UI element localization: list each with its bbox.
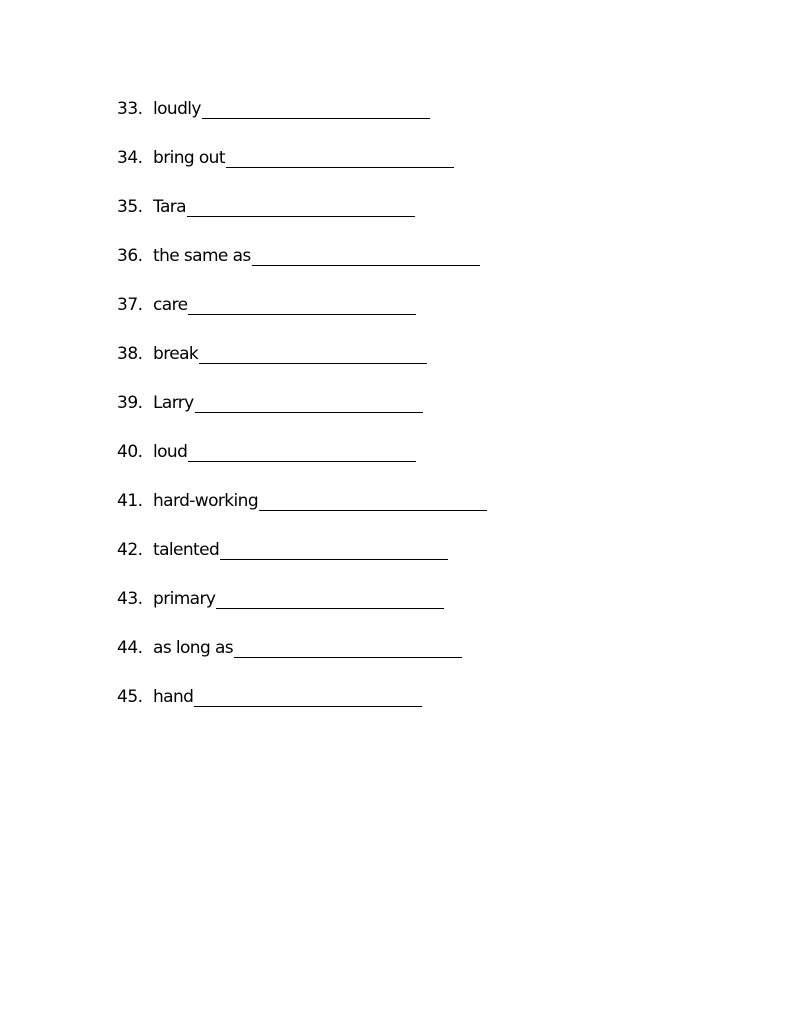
list-item xyxy=(117,685,487,734)
item-word: Larry xyxy=(153,393,194,413)
item-number: 44. xyxy=(117,638,143,658)
list-item xyxy=(117,97,487,146)
item-word: loud xyxy=(153,442,188,462)
list-item xyxy=(117,587,487,636)
item-number: 35. xyxy=(117,197,143,217)
item-word: hand xyxy=(153,687,194,707)
item-number: 45. xyxy=(117,687,143,707)
item-word: care xyxy=(153,295,188,315)
answer-blank[interactable] xyxy=(252,244,480,266)
answer-blank[interactable] xyxy=(199,342,427,364)
answer-blank[interactable] xyxy=(216,587,444,609)
item-word: talented xyxy=(153,540,220,560)
answer-blank[interactable] xyxy=(259,489,487,511)
list-item xyxy=(117,391,487,440)
item-number: 43. xyxy=(117,589,143,609)
answer-blank[interactable] xyxy=(188,440,416,462)
item-word: the same as xyxy=(153,246,251,266)
item-word: as long as xyxy=(153,638,234,658)
list-item xyxy=(117,538,487,587)
list-item xyxy=(117,146,487,195)
item-number: 40. xyxy=(117,442,143,462)
item-number: 36. xyxy=(117,246,143,266)
item-number: 34. xyxy=(117,148,143,168)
answer-blank[interactable] xyxy=(187,195,415,217)
item-word: bring out xyxy=(153,148,225,168)
list-item xyxy=(117,489,487,538)
item-word: primary xyxy=(153,589,216,609)
item-number: 41. xyxy=(117,491,143,511)
item-word: hard-working xyxy=(153,491,259,511)
item-word: break xyxy=(153,344,199,364)
list-item xyxy=(117,342,487,391)
answer-blank[interactable] xyxy=(202,97,430,119)
vocabulary-list xyxy=(117,97,487,734)
answer-blank[interactable] xyxy=(194,685,422,707)
answer-blank[interactable] xyxy=(195,391,423,413)
list-item xyxy=(117,636,487,685)
list-item xyxy=(117,293,487,342)
item-number: 37. xyxy=(117,295,143,315)
answer-blank[interactable] xyxy=(188,293,416,315)
list-item xyxy=(117,244,487,293)
item-number: 39. xyxy=(117,393,143,413)
item-word: loudly xyxy=(153,99,201,119)
item-word: Tara xyxy=(153,197,186,217)
answer-blank[interactable] xyxy=(220,538,448,560)
list-item xyxy=(117,440,487,489)
answer-blank[interactable] xyxy=(226,146,454,168)
list-item xyxy=(117,195,487,244)
item-number: 33. xyxy=(117,99,143,119)
answer-blank[interactable] xyxy=(234,636,462,658)
item-number: 38. xyxy=(117,344,143,364)
item-number: 42. xyxy=(117,540,143,560)
